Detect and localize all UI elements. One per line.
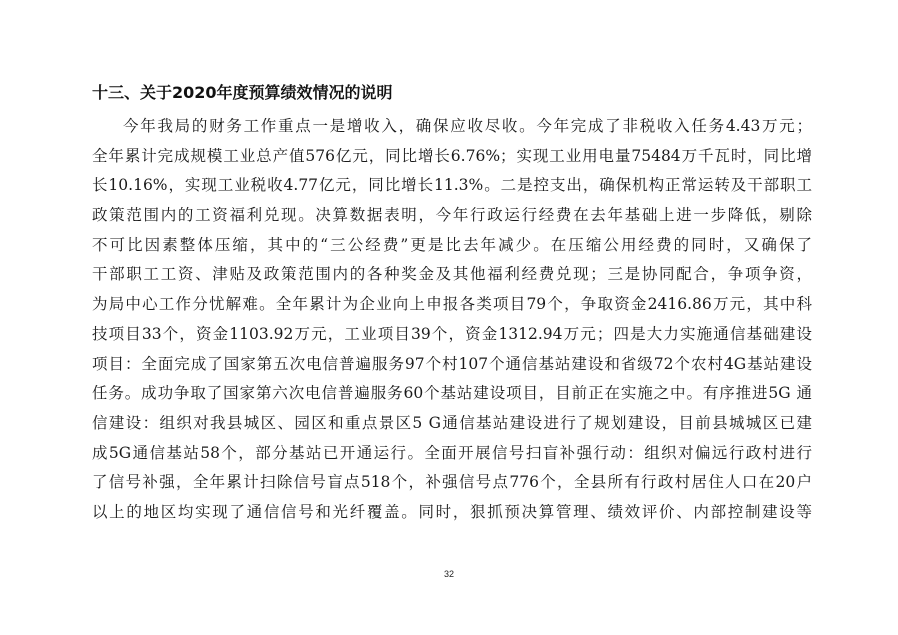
paragraph-line: 全年累计完成规模工业总产值576亿元，同比增长6.76%；实现工业用电量75484万千瓦时，同比增 xyxy=(92,146,812,165)
body-paragraph xyxy=(92,112,812,528)
paragraph-line: 不可比因素整体压缩，其中的“三公经费”更是比去年减少。在压缩公用经费的同时，又确保了 xyxy=(92,235,812,254)
paragraph-line: 信建设：组织对我县城区、园区和重点景区5 G通信基站建设进行了规划建设，目前县城城区已建 xyxy=(92,413,812,432)
paragraph-line: 了信号补强，全年累计扫除信号盲点518个，补强信号点776个，全县所有行政村居住人口在20户 xyxy=(92,473,812,492)
paragraph-line: 政策范围内的工资福利兑现。决算数据表明，今年行政运行经费在去年基础上进一步降低，剔除 xyxy=(92,206,812,225)
paragraph-line: 干部职工工资、津贴及政策范围内的各种奖金及其他福利经费兑现；三是协同配合，争项争资， xyxy=(92,265,812,284)
paragraph-line: 成5G通信基站58个，部分基站已开通运行。全面开展信号扫盲补强行动：组织对偏远行政村进行 xyxy=(92,443,812,462)
paragraph-line: 任务。成功争取了国家第六次电信普遍服务60个基站建设项目，目前正在实施之中。有序推进5G 通 xyxy=(92,384,812,403)
paragraph-line: 项目：全面完成了国家第五次电信普遍服务97个村107个通信基站建设和省级72个农村4G基站建设 xyxy=(92,354,812,373)
paragraph-line: 技项目33个，资金1103.92万元，工业项目39个，资金1312.94万元；四是大力实施通信基础建设 xyxy=(92,324,812,343)
page-number: 32 xyxy=(443,569,454,579)
paragraph-line: 长10.16%，实现工业税收4.77亿元，同比增长11.3%。二是控支出，确保机构正常运转及干部职工 xyxy=(92,176,812,195)
paragraph-line: 今年我局的财务工作重点一是增收入，确保应收尽收。今年完成了非税收入任务4.43万元； xyxy=(123,117,812,135)
paragraph-line: 以上的地区均实现了通信信号和光纤覆盖。同时，狠抓预决算管理、绩效评价、内部控制建设等 xyxy=(92,502,812,521)
paragraph-line: 为局中心工作分忧解难。全年累计为企业向上申报各类项目79个，争取资金2416.86万元，其中科 xyxy=(92,295,812,314)
section-heading: 十三、关于2020年度预算绩效情况的说明 xyxy=(92,83,393,102)
